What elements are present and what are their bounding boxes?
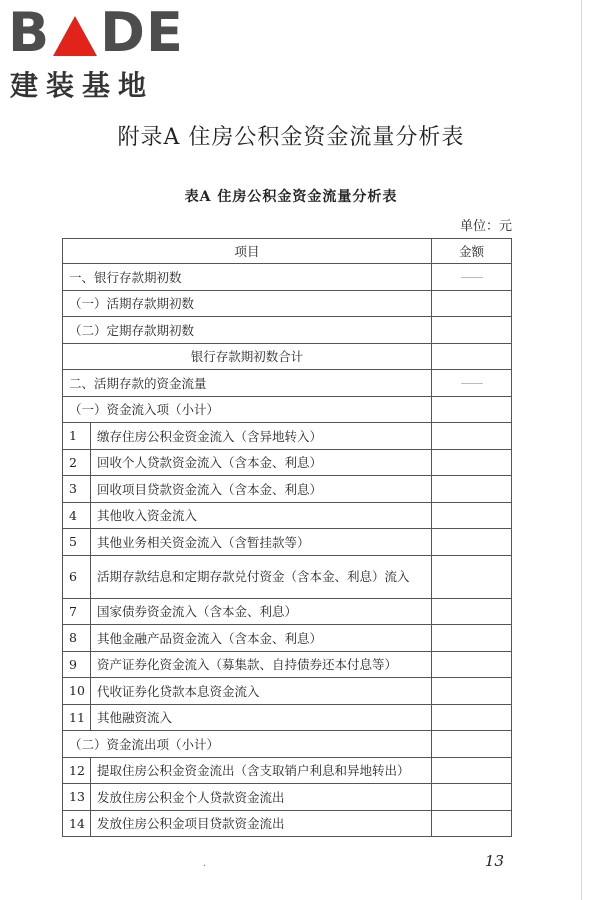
amount-cell <box>432 810 512 837</box>
table-row <box>63 555 512 598</box>
table-row <box>63 731 512 758</box>
amount-cell <box>432 476 512 503</box>
section-label: 二、活期存款的资金流量 <box>63 370 432 397</box>
row-label: 代收证券化贷款本息资金流入 <box>91 678 432 705</box>
amount-cell <box>432 704 512 731</box>
row-number: 4 <box>63 502 91 529</box>
amount-cell <box>432 555 512 598</box>
unit-label: 单位：元 <box>459 219 512 234</box>
row-label: 其他融资流入 <box>91 704 432 731</box>
row-number: 11 <box>63 704 91 731</box>
row-label: 回收个人贷款资金流入（含本金、利息） <box>91 449 432 476</box>
row-number: 6 <box>63 555 91 598</box>
appendix-title: 附录A 住房公积金资金流量分析表 <box>117 125 465 150</box>
table-body <box>63 264 512 837</box>
total-label: 银行存款期初数合计 <box>63 343 432 370</box>
amount-cell <box>432 423 512 450</box>
amount-cell <box>432 502 512 529</box>
table-row <box>63 449 512 476</box>
row-number: 7 <box>63 598 91 625</box>
row-label: 提取住房公积金资金流出（含支取销户利息和异地转出） <box>91 757 432 784</box>
cash-flow-table <box>62 238 512 837</box>
row-label: 其他金融产品资金流入（含本金、利息） <box>91 625 432 652</box>
logo-subtitle: 建装基地 <box>10 69 155 102</box>
row-number: 13 <box>63 784 91 811</box>
row-number: 5 <box>63 529 91 556</box>
row-number: 9 <box>63 651 91 678</box>
amount-cell <box>432 370 512 397</box>
section-label: 一、银行存款期初数 <box>63 264 432 291</box>
amount-cell <box>432 449 512 476</box>
table-row <box>63 423 512 450</box>
amount-cell <box>432 757 512 784</box>
table-caption: 表A 住房公积金资金流量分析表 <box>184 189 398 205</box>
row-number: 14 <box>63 810 91 837</box>
header-item: 项目 <box>63 239 432 264</box>
row-label: 发放住房公积金个人贷款资金流出 <box>91 784 432 811</box>
table-row <box>63 290 512 317</box>
amount-cell <box>432 396 512 423</box>
table-row <box>63 757 512 784</box>
table-row <box>63 264 512 291</box>
amount-cell <box>432 625 512 652</box>
header-amount: 金额 <box>432 239 512 264</box>
table-row <box>63 704 512 731</box>
amount-cell <box>432 598 512 625</box>
row-number: 2 <box>63 449 91 476</box>
dash-mark <box>461 277 483 278</box>
row-label: 其他收入资金流入 <box>91 502 432 529</box>
row-label: 缴存住房公积金资金流入（含异地转入） <box>91 423 432 450</box>
amount-cell <box>432 678 512 705</box>
section-label: （一）资金流入项（小计） <box>63 396 432 423</box>
row-label: 其他业务相关资金流入（含暂挂款等） <box>91 529 432 556</box>
table-row <box>63 529 512 556</box>
page-number: 13 <box>484 852 504 870</box>
table-row <box>63 678 512 705</box>
row-number: 12 <box>63 757 91 784</box>
amount-cell <box>432 290 512 317</box>
logo-triangle-a-icon <box>53 16 97 56</box>
table-header-row <box>63 239 512 264</box>
row-label: 资产证券化资金流入（募集款、自持债券还本付息等） <box>91 651 432 678</box>
logo-mark <box>8 1 184 64</box>
row-label: 国家债券资金流入（含本金、利息） <box>91 598 432 625</box>
row-label: 发放住房公积金项目贷款资金流出 <box>91 810 432 837</box>
row-number: 10 <box>63 678 91 705</box>
section-label: （二）定期存款期初数 <box>63 317 432 344</box>
logo-letter-b: B <box>8 1 51 64</box>
dash-mark <box>461 383 483 384</box>
table-row <box>63 598 512 625</box>
row-number: 3 <box>63 476 91 503</box>
table-row <box>63 476 512 503</box>
amount-cell <box>432 651 512 678</box>
section-label: （一）活期存款期初数 <box>63 290 432 317</box>
amount-cell <box>432 264 512 291</box>
amount-cell <box>432 784 512 811</box>
amount-cell <box>432 731 512 758</box>
table-row <box>63 625 512 652</box>
row-number: 8 <box>63 625 91 652</box>
table-row <box>63 502 512 529</box>
row-number: 1 <box>63 423 91 450</box>
table-row <box>63 396 512 423</box>
section-label: （二）资金流出项（小计） <box>63 731 432 758</box>
table-row <box>63 651 512 678</box>
row-label: 回收项目贷款资金流入（含本金、利息） <box>91 476 432 503</box>
amount-cell <box>432 529 512 556</box>
logo-letters-de: DE <box>100 1 184 64</box>
row-label: 活期存款结息和定期存款兑付资金（含本金、利息）流入 <box>91 555 432 598</box>
table-row <box>63 343 512 370</box>
table-row <box>63 317 512 344</box>
footer-dot: . <box>203 858 207 869</box>
table-row <box>63 810 512 837</box>
table-row <box>63 370 512 397</box>
bade-logo <box>8 1 184 104</box>
amount-cell <box>432 317 512 344</box>
amount-cell <box>432 343 512 370</box>
table-row <box>63 784 512 811</box>
